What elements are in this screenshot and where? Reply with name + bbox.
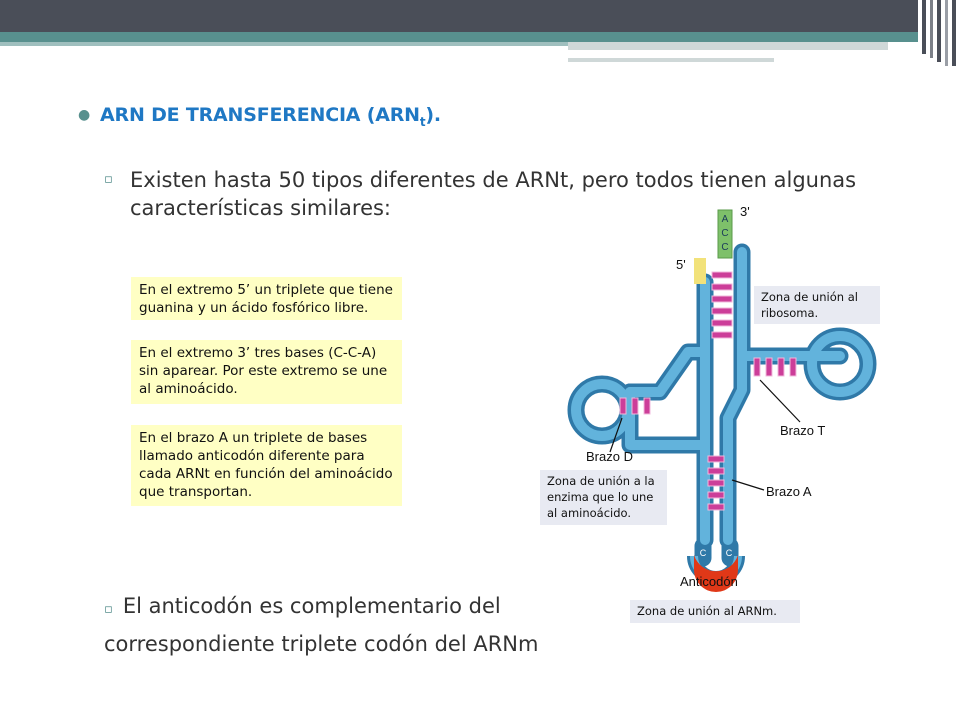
- label-brazo-d: Brazo D: [586, 449, 633, 464]
- title-text: ARN DE TRANSFERENCIA (ARN: [100, 104, 420, 126]
- zone-ribosoma-box: Zona de unión al ribosoma.: [754, 286, 880, 324]
- anticodon-base: G: [712, 551, 720, 561]
- callout-3prime: En el extremo 3’ tres bases (C-C-A) sin aparear. Por este extremo se une al aminoácido.: [131, 340, 402, 404]
- anticodon-base: C: [699, 548, 707, 558]
- label-3prime: 3': [740, 204, 750, 219]
- end-base: C: [721, 242, 729, 253]
- label-brazo-a: Brazo A: [766, 484, 812, 499]
- five-prime-end: [694, 258, 706, 284]
- title-end: ).: [425, 104, 441, 126]
- label-brazo-t: Brazo T: [780, 423, 826, 438]
- bullet-first-text: Existen hasta 50 tipos diferentes de ARNt, pero todos tienen algunas características similares:: [130, 168, 857, 220]
- sub-bullet-marker: ▫: [104, 172, 113, 187]
- bullet-dot: ●: [78, 107, 91, 123]
- callout-5prime: En el extremo 5’ un triplete que tiene guanina y un ácido fosfórico libre.: [131, 277, 402, 320]
- bullet-second-line1: El anticodón es complementario del: [122, 594, 501, 618]
- end-base: C: [721, 228, 729, 239]
- zone-enzima-box: Zona de unión a la enzima que lo une al aminoácido.: [540, 470, 667, 525]
- callout-brazo-a: En el brazo A un triplete de bases llamado anticodón diferente para cada ARNt en función del aminoácido que transportan.: [131, 425, 402, 506]
- bullet-second-continuation: correspondiente triplete codón del ARNm: [104, 632, 539, 656]
- anticodon-base: C: [725, 548, 733, 558]
- label-5prime: 5': [676, 257, 686, 272]
- sub-bullet-marker: ▫: [104, 602, 113, 617]
- label-anticodon: Anticodón: [680, 574, 738, 589]
- end-base: A: [721, 214, 729, 225]
- bullet-second: [104, 592, 501, 624]
- zone-arnm-box: Zona de unión al ARNm.: [630, 600, 800, 623]
- title-subscript: t: [419, 114, 426, 129]
